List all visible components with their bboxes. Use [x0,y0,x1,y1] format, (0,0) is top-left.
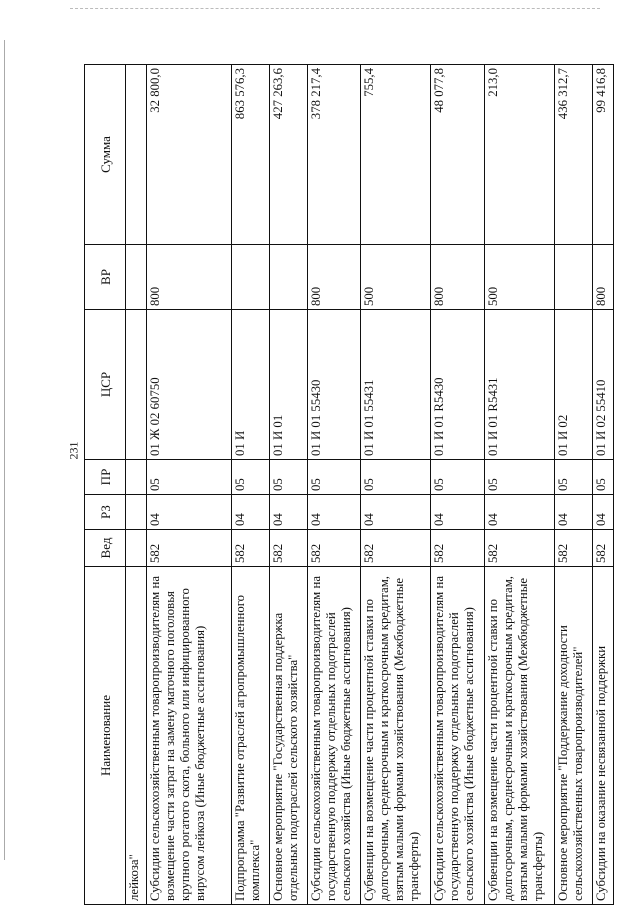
cell-sum: 48 077,8 [431,65,484,245]
cell-ved: 582 [431,530,484,567]
cell-pr: 05 [431,460,484,495]
table-row [126,65,147,905]
cell-sum: 213,0 [484,65,554,245]
budget-table [84,64,614,905]
cell-sum: 436 312,7 [554,65,592,245]
header-pr: ПР [85,460,126,495]
cell-vr: 800 [308,245,361,310]
page-number: 231 [66,441,81,460]
header-sum: Сумма [85,65,126,245]
cell-name: Субсидии сельскохозяйственным товаропроизводителям на государственную поддержку отдельных подотраслей сельского хозяйства (Иные бюджетные ассигнования) [308,567,361,905]
header-ved: Вед [85,530,126,567]
table-header-row [85,65,126,905]
table-row [554,65,592,905]
cell-ved: 582 [484,530,554,567]
scan-edge-top [70,8,600,11]
cell-name: Субсидии сельскохозяйственным товаропроизводителям на государственную поддержку отдельных подотраслей сельского хозяйства (Иные бюджетные ассигнования) [431,567,484,905]
cell-ved: 582 [308,530,361,567]
table-row [431,65,484,905]
cell-sum: 99 416,8 [592,65,613,245]
cell-sum: 755,4 [361,65,431,245]
header-name: Наименование [85,567,126,905]
cell-rz: 04 [147,495,232,530]
cell-csr: 01 И 01 R5431 [484,310,554,460]
cell-rz: 04 [232,495,270,530]
cell-pr: 05 [484,460,554,495]
cell-sum: 863 576,3 [232,65,270,245]
cell-csr: 01 И 01 55431 [361,310,431,460]
cell-rz: 04 [308,495,361,530]
cell-csr: 01 И 01 [270,310,308,460]
cell-name: Подпрограмма "Развитие отраслей агропромышленного комплекса" [232,567,270,905]
table-row [484,65,554,905]
cell-pr: 05 [361,460,431,495]
cell-ved: 582 [592,530,613,567]
cell-sum: 427 263,6 [270,65,308,245]
cell-rz: 04 [431,495,484,530]
table-row [592,65,613,905]
budget-table-rotated [84,65,614,905]
cell-csr: 01 И 02 [554,310,592,460]
cell-pr: 05 [592,460,613,495]
cell-sum: 32 800,0 [147,65,232,245]
cell-ved [126,530,147,567]
cell-rz: 04 [554,495,592,530]
cell-pr: 05 [554,460,592,495]
cell-sum: 378 217,4 [308,65,361,245]
cell-sum [126,65,147,245]
cell-csr: 01 И [232,310,270,460]
cell-name: Основное мероприятие "Государственная поддержка отдельных подотраслей сельского хозяйства" [270,567,308,905]
header-rz: РЗ [85,495,126,530]
cell-rz: 04 [592,495,613,530]
cell-csr: 01 Ж 02 60750 [147,310,232,460]
table-row [270,65,308,905]
cell-rz: 04 [484,495,554,530]
cell-vr: 800 [592,245,613,310]
cell-csr [126,310,147,460]
cell-name: Субвенции на возмещение части процентной ставки по долгосрочным, среднесрочным и краткосрочным кредитам, взятым малыми формами хозяйствования (Межбюджетные трансферты) [361,567,431,905]
cell-rz: 04 [361,495,431,530]
cell-name: Субсидии сельскохозяйственным товаропроизводителям на возмещение части затрат на замену маточного поголовья крупного рогатого скота, больного или инфицированного вирусом лейкоза (Иные бюджетные ассигнования) [147,567,232,905]
cell-vr [270,245,308,310]
cell-rz: 04 [270,495,308,530]
cell-vr [554,245,592,310]
cell-vr: 800 [147,245,232,310]
cell-pr: 05 [270,460,308,495]
cell-ved: 582 [554,530,592,567]
table-row [361,65,431,905]
table-row [308,65,361,905]
scan-edge-left [4,40,8,860]
cell-ved: 582 [270,530,308,567]
cell-csr: 01 И 02 55410 [592,310,613,460]
cell-ved: 582 [361,530,431,567]
cell-name: лейкоза" [126,567,147,905]
table-row [147,65,232,905]
cell-vr: 500 [484,245,554,310]
header-vr: ВР [85,245,126,310]
cell-csr: 01 И 01 55430 [308,310,361,460]
cell-vr [232,245,270,310]
cell-ved: 582 [147,530,232,567]
cell-name: Основное мероприятие "Поддержание доходности сельскохозяйственных товаропроизводителей" [554,567,592,905]
table-row [232,65,270,905]
cell-pr: 05 [232,460,270,495]
cell-pr: 05 [308,460,361,495]
cell-name: Субсидии на оказание несвязанной поддержки [592,567,613,905]
cell-pr: 05 [147,460,232,495]
cell-vr [126,245,147,310]
cell-rz [126,495,147,530]
cell-vr: 500 [361,245,431,310]
cell-ved: 582 [232,530,270,567]
cell-name: Субвенции на возмещение части процентной ставки по долгосрочным, среднесрочным и краткосрочным кредитам, взятым малыми формами хозяйствования (Межбюджетные трансферты) [484,567,554,905]
cell-vr: 800 [431,245,484,310]
cell-csr: 01 И 01 R5430 [431,310,484,460]
header-csr: ЦСР [85,310,126,460]
cell-pr [126,460,147,495]
